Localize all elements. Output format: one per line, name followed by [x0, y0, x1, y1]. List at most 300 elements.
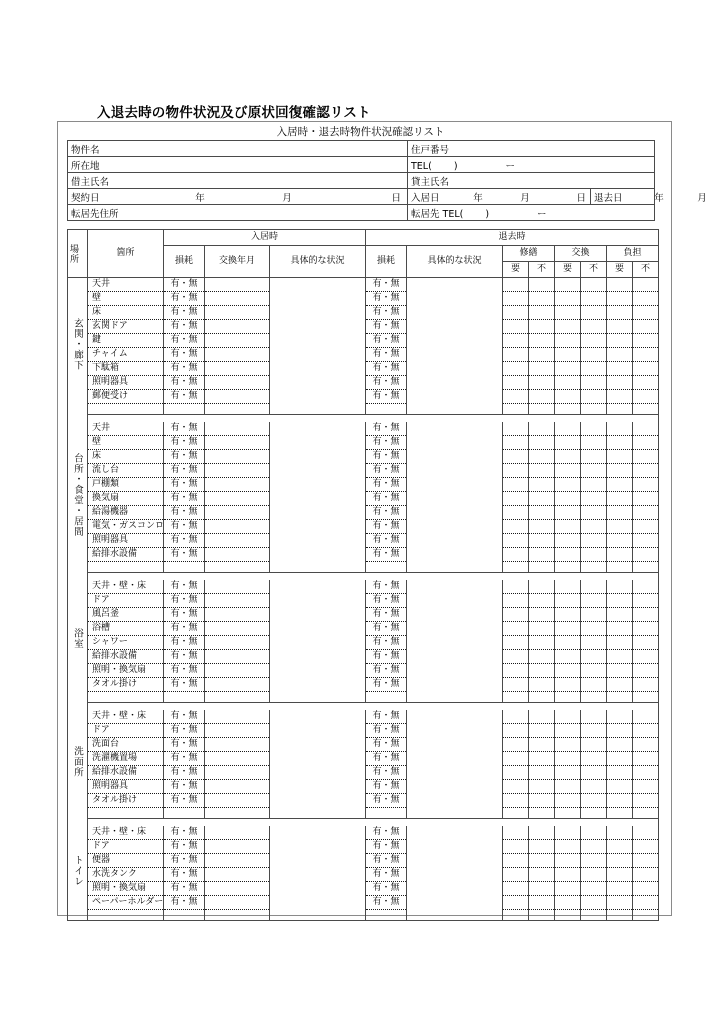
movein-wear-cell[interactable]: 有・無	[164, 882, 205, 896]
checklist-row[interactable]	[68, 580, 659, 594]
movein-detail-cell[interactable]	[270, 334, 366, 348]
movein-wear-cell[interactable]: 有・無	[164, 390, 205, 404]
movein-replace-date-cell[interactable]	[205, 826, 270, 840]
exchange-not-cell[interactable]	[581, 278, 607, 292]
burden-need-cell[interactable]	[607, 548, 633, 562]
moveout-detail-cell[interactable]	[407, 636, 503, 650]
movein-wear-cell[interactable]: 有・無	[164, 664, 205, 678]
repair-not-cell[interactable]	[529, 622, 555, 636]
moveout-wear-cell[interactable]: 有・無	[366, 292, 407, 306]
checklist-row[interactable]	[68, 678, 659, 692]
burden-not-cell[interactable]	[633, 738, 659, 752]
burden-need-cell[interactable]	[607, 724, 633, 738]
moveout-wear-cell[interactable]: 有・無	[366, 636, 407, 650]
repair-need-cell[interactable]	[503, 278, 529, 292]
movein-replace-date-cell[interactable]	[205, 868, 270, 882]
checklist-row[interactable]	[68, 868, 659, 882]
movein-replace-date-cell[interactable]	[205, 710, 270, 724]
burden-need-cell[interactable]	[607, 826, 633, 840]
burden-not-cell[interactable]	[633, 594, 659, 608]
movein-detail-cell[interactable]	[270, 376, 366, 390]
exchange-not-cell[interactable]	[581, 594, 607, 608]
movein-wear-cell[interactable]: 有・無	[164, 752, 205, 766]
moveout-wear-cell[interactable]: 有・無	[366, 854, 407, 868]
movein-replace-date-cell[interactable]	[205, 752, 270, 766]
movein-replace-date-cell[interactable]	[205, 650, 270, 664]
repair-need-cell[interactable]	[503, 622, 529, 636]
burden-not-cell[interactable]	[633, 882, 659, 896]
movein-detail-cell[interactable]	[270, 492, 366, 506]
exchange-not-cell[interactable]	[581, 752, 607, 766]
movein-wear-cell[interactable]: 有・無	[164, 334, 205, 348]
burden-need-cell[interactable]	[607, 520, 633, 534]
burden-not-cell[interactable]	[633, 478, 659, 492]
moveout-wear-cell[interactable]: 有・無	[366, 362, 407, 376]
exchange-not-cell[interactable]	[581, 548, 607, 562]
burden-not-cell[interactable]	[633, 390, 659, 404]
exchange-need-cell[interactable]	[555, 376, 581, 390]
burden-not-cell[interactable]	[633, 650, 659, 664]
moveout-detail-cell[interactable]	[407, 896, 503, 910]
movein-wear-cell[interactable]: 有・無	[164, 738, 205, 752]
burden-need-cell[interactable]	[607, 594, 633, 608]
moveout-detail-cell[interactable]	[407, 868, 503, 882]
burden-not-cell[interactable]	[633, 854, 659, 868]
burden-need-cell[interactable]	[607, 650, 633, 664]
repair-need-cell[interactable]	[503, 464, 529, 478]
movein-replace-date-cell[interactable]	[205, 678, 270, 692]
checklist-row[interactable]	[68, 478, 659, 492]
moveout-detail-cell[interactable]	[407, 390, 503, 404]
movein-replace-date-cell[interactable]	[205, 362, 270, 376]
burden-not-cell[interactable]	[633, 608, 659, 622]
repair-not-cell[interactable]	[529, 840, 555, 854]
repair-not-cell[interactable]	[529, 678, 555, 692]
movein-wear-cell[interactable]: 有・無	[164, 348, 205, 362]
repair-need-cell[interactable]	[503, 738, 529, 752]
exchange-not-cell[interactable]	[581, 650, 607, 664]
moveout-wear-cell[interactable]: 有・無	[366, 422, 407, 436]
moveout-wear-cell[interactable]: 有・無	[366, 664, 407, 678]
repair-need-cell[interactable]	[503, 896, 529, 910]
burden-need-cell[interactable]	[607, 664, 633, 678]
movein-replace-date-cell[interactable]	[205, 840, 270, 854]
exchange-need-cell[interactable]	[555, 506, 581, 520]
exchange-need-cell[interactable]	[555, 840, 581, 854]
moveout-wear-cell[interactable]: 有・無	[366, 278, 407, 292]
movein-wear-cell[interactable]: 有・無	[164, 608, 205, 622]
checklist-row[interactable]	[68, 320, 659, 334]
movein-replace-date-cell[interactable]	[205, 450, 270, 464]
burden-need-cell[interactable]	[607, 376, 633, 390]
repair-not-cell[interactable]	[529, 534, 555, 548]
moveout-detail-cell[interactable]	[407, 548, 503, 562]
moveout-wear-cell[interactable]: 有・無	[366, 478, 407, 492]
repair-need-cell[interactable]	[503, 376, 529, 390]
repair-not-cell[interactable]	[529, 422, 555, 436]
repair-not-cell[interactable]	[529, 506, 555, 520]
checklist-row[interactable]	[68, 854, 659, 868]
moveout-detail-cell[interactable]	[407, 376, 503, 390]
burden-need-cell[interactable]	[607, 636, 633, 650]
exchange-need-cell[interactable]	[555, 678, 581, 692]
movein-replace-date-cell[interactable]	[205, 492, 270, 506]
repair-need-cell[interactable]	[503, 766, 529, 780]
movein-replace-date-cell[interactable]	[205, 896, 270, 910]
repair-not-cell[interactable]	[529, 710, 555, 724]
moveout-detail-cell[interactable]	[407, 738, 503, 752]
movein-replace-date-cell[interactable]	[205, 854, 270, 868]
exchange-need-cell[interactable]	[555, 320, 581, 334]
exchange-not-cell[interactable]	[581, 492, 607, 506]
moveout-detail-cell[interactable]	[407, 464, 503, 478]
moveout-wear-cell[interactable]: 有・無	[366, 594, 407, 608]
movein-detail-cell[interactable]	[270, 506, 366, 520]
repair-need-cell[interactable]	[503, 854, 529, 868]
moveout-wear-cell[interactable]: 有・無	[366, 622, 407, 636]
movein-replace-date-cell[interactable]	[205, 278, 270, 292]
moveout-wear-cell[interactable]: 有・無	[366, 580, 407, 594]
movein-detail-cell[interactable]	[270, 520, 366, 534]
exchange-need-cell[interactable]	[555, 826, 581, 840]
exchange-not-cell[interactable]	[581, 780, 607, 794]
moveout-detail-cell[interactable]	[407, 854, 503, 868]
exchange-need-cell[interactable]	[555, 362, 581, 376]
burden-not-cell[interactable]	[633, 334, 659, 348]
movein-detail-cell[interactable]	[270, 794, 366, 808]
burden-need-cell[interactable]	[607, 678, 633, 692]
exchange-not-cell[interactable]	[581, 362, 607, 376]
moveout-wear-cell[interactable]: 有・無	[366, 534, 407, 548]
repair-not-cell[interactable]	[529, 376, 555, 390]
exchange-not-cell[interactable]	[581, 710, 607, 724]
movein-wear-cell[interactable]: 有・無	[164, 854, 205, 868]
exchange-need-cell[interactable]	[555, 534, 581, 548]
burden-not-cell[interactable]	[633, 636, 659, 650]
movein-detail-cell[interactable]	[270, 622, 366, 636]
movein-wear-cell[interactable]: 有・無	[164, 320, 205, 334]
repair-need-cell[interactable]	[503, 292, 529, 306]
exchange-not-cell[interactable]	[581, 854, 607, 868]
moveout-detail-cell[interactable]	[407, 506, 503, 520]
repair-not-cell[interactable]	[529, 868, 555, 882]
movein-detail-cell[interactable]	[270, 868, 366, 882]
burden-not-cell[interactable]	[633, 278, 659, 292]
moveout-detail-cell[interactable]	[407, 278, 503, 292]
moveout-wear-cell[interactable]: 有・無	[366, 348, 407, 362]
moveout-wear-cell[interactable]: 有・無	[366, 548, 407, 562]
movein-detail-cell[interactable]	[270, 306, 366, 320]
checklist-row[interactable]	[68, 826, 659, 840]
movein-wear-cell[interactable]: 有・無	[164, 826, 205, 840]
burden-not-cell[interactable]	[633, 752, 659, 766]
moveout-wear-cell[interactable]: 有・無	[366, 376, 407, 390]
repair-need-cell[interactable]	[503, 348, 529, 362]
repair-need-cell[interactable]	[503, 608, 529, 622]
moveout-detail-cell[interactable]	[407, 826, 503, 840]
exchange-not-cell[interactable]	[581, 826, 607, 840]
movein-wear-cell[interactable]: 有・無	[164, 492, 205, 506]
burden-need-cell[interactable]	[607, 436, 633, 450]
burden-need-cell[interactable]	[607, 506, 633, 520]
movein-wear-cell[interactable]: 有・無	[164, 376, 205, 390]
moveout-detail-cell[interactable]	[407, 580, 503, 594]
exchange-need-cell[interactable]	[555, 794, 581, 808]
exchange-need-cell[interactable]	[555, 278, 581, 292]
burden-need-cell[interactable]	[607, 766, 633, 780]
checklist-row[interactable]	[68, 376, 659, 390]
repair-not-cell[interactable]	[529, 348, 555, 362]
burden-not-cell[interactable]	[633, 766, 659, 780]
moveout-wear-cell[interactable]: 有・無	[366, 320, 407, 334]
burden-not-cell[interactable]	[633, 506, 659, 520]
repair-not-cell[interactable]	[529, 362, 555, 376]
movein-wear-cell[interactable]: 有・無	[164, 278, 205, 292]
repair-need-cell[interactable]	[503, 492, 529, 506]
exchange-not-cell[interactable]	[581, 724, 607, 738]
burden-need-cell[interactable]	[607, 362, 633, 376]
checklist-row[interactable]	[68, 664, 659, 678]
repair-not-cell[interactable]	[529, 390, 555, 404]
exchange-need-cell[interactable]	[555, 436, 581, 450]
burden-not-cell[interactable]	[633, 422, 659, 436]
burden-need-cell[interactable]	[607, 710, 633, 724]
repair-not-cell[interactable]	[529, 580, 555, 594]
exchange-not-cell[interactable]	[581, 320, 607, 334]
exchange-need-cell[interactable]	[555, 292, 581, 306]
exchange-not-cell[interactable]	[581, 580, 607, 594]
exchange-not-cell[interactable]	[581, 520, 607, 534]
burden-not-cell[interactable]	[633, 580, 659, 594]
burden-need-cell[interactable]	[607, 390, 633, 404]
exchange-not-cell[interactable]	[581, 678, 607, 692]
exchange-not-cell[interactable]	[581, 422, 607, 436]
exchange-not-cell[interactable]	[581, 868, 607, 882]
checklist-row[interactable]	[68, 622, 659, 636]
burden-not-cell[interactable]	[633, 450, 659, 464]
movein-wear-cell[interactable]: 有・無	[164, 724, 205, 738]
burden-need-cell[interactable]	[607, 534, 633, 548]
exchange-not-cell[interactable]	[581, 334, 607, 348]
repair-not-cell[interactable]	[529, 766, 555, 780]
exchange-need-cell[interactable]	[555, 896, 581, 910]
moveout-detail-cell[interactable]	[407, 436, 503, 450]
moveout-detail-cell[interactable]	[407, 780, 503, 794]
movein-detail-cell[interactable]	[270, 292, 366, 306]
checklist-row[interactable]	[68, 450, 659, 464]
movein-wear-cell[interactable]: 有・無	[164, 548, 205, 562]
exchange-need-cell[interactable]	[555, 738, 581, 752]
movein-detail-cell[interactable]	[270, 710, 366, 724]
exchange-need-cell[interactable]	[555, 334, 581, 348]
moveout-wear-cell[interactable]: 有・無	[366, 780, 407, 794]
movein-detail-cell[interactable]	[270, 780, 366, 794]
repair-need-cell[interactable]	[503, 752, 529, 766]
movein-replace-date-cell[interactable]	[205, 780, 270, 794]
movein-replace-date-cell[interactable]	[205, 348, 270, 362]
movein-wear-cell[interactable]: 有・無	[164, 896, 205, 910]
burden-not-cell[interactable]	[633, 348, 659, 362]
burden-not-cell[interactable]	[633, 794, 659, 808]
movein-detail-cell[interactable]	[270, 534, 366, 548]
repair-not-cell[interactable]	[529, 794, 555, 808]
movein-wear-cell[interactable]: 有・無	[164, 622, 205, 636]
moveout-detail-cell[interactable]	[407, 520, 503, 534]
repair-not-cell[interactable]	[529, 334, 555, 348]
checklist-row[interactable]	[68, 594, 659, 608]
exchange-not-cell[interactable]	[581, 376, 607, 390]
burden-not-cell[interactable]	[633, 664, 659, 678]
movein-replace-date-cell[interactable]	[205, 794, 270, 808]
checklist-row[interactable]	[68, 882, 659, 896]
repair-need-cell[interactable]	[503, 594, 529, 608]
movein-wear-cell[interactable]: 有・無	[164, 422, 205, 436]
moveout-wear-cell[interactable]: 有・無	[366, 896, 407, 910]
repair-need-cell[interactable]	[503, 840, 529, 854]
moveout-detail-cell[interactable]	[407, 724, 503, 738]
repair-need-cell[interactable]	[503, 580, 529, 594]
repair-need-cell[interactable]	[503, 534, 529, 548]
moveout-wear-cell[interactable]: 有・無	[366, 608, 407, 622]
movein-detail-cell[interactable]	[270, 390, 366, 404]
repair-not-cell[interactable]	[529, 320, 555, 334]
burden-not-cell[interactable]	[633, 376, 659, 390]
moveout-detail-cell[interactable]	[407, 306, 503, 320]
movein-replace-date-cell[interactable]	[205, 506, 270, 520]
checklist-row[interactable]	[68, 334, 659, 348]
moveout-wear-cell[interactable]: 有・無	[366, 678, 407, 692]
burden-not-cell[interactable]	[633, 436, 659, 450]
repair-not-cell[interactable]	[529, 450, 555, 464]
checklist-row[interactable]	[68, 422, 659, 436]
burden-not-cell[interactable]	[633, 292, 659, 306]
repair-not-cell[interactable]	[529, 492, 555, 506]
repair-not-cell[interactable]	[529, 896, 555, 910]
exchange-need-cell[interactable]	[555, 724, 581, 738]
exchange-not-cell[interactable]	[581, 306, 607, 320]
movein-replace-date-cell[interactable]	[205, 320, 270, 334]
repair-not-cell[interactable]	[529, 780, 555, 794]
movein-detail-cell[interactable]	[270, 636, 366, 650]
movein-wear-cell[interactable]: 有・無	[164, 594, 205, 608]
exchange-need-cell[interactable]	[555, 450, 581, 464]
burden-not-cell[interactable]	[633, 622, 659, 636]
movein-wear-cell[interactable]: 有・無	[164, 450, 205, 464]
movein-wear-cell[interactable]: 有・無	[164, 868, 205, 882]
exchange-not-cell[interactable]	[581, 506, 607, 520]
checklist-row[interactable]	[68, 436, 659, 450]
repair-need-cell[interactable]	[503, 478, 529, 492]
movein-detail-cell[interactable]	[270, 580, 366, 594]
repair-need-cell[interactable]	[503, 334, 529, 348]
movein-detail-cell[interactable]	[270, 896, 366, 910]
exchange-not-cell[interactable]	[581, 348, 607, 362]
moveout-wear-cell[interactable]: 有・無	[366, 882, 407, 896]
exchange-need-cell[interactable]	[555, 348, 581, 362]
moveout-detail-cell[interactable]	[407, 492, 503, 506]
checklist-row[interactable]	[68, 608, 659, 622]
exchange-need-cell[interactable]	[555, 780, 581, 794]
exchange-need-cell[interactable]	[555, 882, 581, 896]
movein-replace-date-cell[interactable]	[205, 292, 270, 306]
movein-replace-date-cell[interactable]	[205, 534, 270, 548]
moveout-detail-cell[interactable]	[407, 766, 503, 780]
checklist-row[interactable]	[68, 506, 659, 520]
repair-not-cell[interactable]	[529, 594, 555, 608]
movein-replace-date-cell[interactable]	[205, 636, 270, 650]
burden-not-cell[interactable]	[633, 320, 659, 334]
movein-detail-cell[interactable]	[270, 548, 366, 562]
moveout-detail-cell[interactable]	[407, 348, 503, 362]
repair-not-cell[interactable]	[529, 738, 555, 752]
movein-wear-cell[interactable]: 有・無	[164, 794, 205, 808]
exchange-need-cell[interactable]	[555, 492, 581, 506]
moveout-detail-cell[interactable]	[407, 334, 503, 348]
moveout-wear-cell[interactable]: 有・無	[366, 492, 407, 506]
movein-moveout-date-cell[interactable]	[408, 189, 707, 205]
moveout-wear-cell[interactable]: 有・無	[366, 520, 407, 534]
exchange-need-cell[interactable]	[555, 664, 581, 678]
movein-replace-date-cell[interactable]	[205, 882, 270, 896]
movein-detail-cell[interactable]	[270, 854, 366, 868]
burden-need-cell[interactable]	[607, 738, 633, 752]
moveout-wear-cell[interactable]: 有・無	[366, 334, 407, 348]
movein-replace-date-cell[interactable]	[205, 622, 270, 636]
repair-need-cell[interactable]	[503, 320, 529, 334]
moveout-wear-cell[interactable]: 有・無	[366, 826, 407, 840]
repair-need-cell[interactable]	[503, 422, 529, 436]
burden-not-cell[interactable]	[633, 724, 659, 738]
exchange-not-cell[interactable]	[581, 896, 607, 910]
repair-not-cell[interactable]	[529, 478, 555, 492]
repair-need-cell[interactable]	[503, 780, 529, 794]
checklist-row[interactable]	[68, 306, 659, 320]
movein-wear-cell[interactable]: 有・無	[164, 580, 205, 594]
movein-wear-cell[interactable]: 有・無	[164, 306, 205, 320]
moveout-wear-cell[interactable]: 有・無	[366, 710, 407, 724]
movein-wear-cell[interactable]: 有・無	[164, 650, 205, 664]
movein-replace-date-cell[interactable]	[205, 306, 270, 320]
movein-wear-cell[interactable]: 有・無	[164, 362, 205, 376]
exchange-not-cell[interactable]	[581, 478, 607, 492]
moveout-detail-cell[interactable]	[407, 752, 503, 766]
burden-need-cell[interactable]	[607, 320, 633, 334]
burden-not-cell[interactable]	[633, 840, 659, 854]
repair-need-cell[interactable]	[503, 306, 529, 320]
burden-need-cell[interactable]	[607, 622, 633, 636]
movein-detail-cell[interactable]	[270, 608, 366, 622]
movein-replace-date-cell[interactable]	[205, 376, 270, 390]
repair-need-cell[interactable]	[503, 868, 529, 882]
burden-not-cell[interactable]	[633, 362, 659, 376]
movein-wear-cell[interactable]: 有・無	[164, 710, 205, 724]
movein-wear-cell[interactable]: 有・無	[164, 840, 205, 854]
burden-need-cell[interactable]	[607, 580, 633, 594]
repair-not-cell[interactable]	[529, 520, 555, 534]
burden-need-cell[interactable]	[607, 752, 633, 766]
repair-need-cell[interactable]	[503, 664, 529, 678]
burden-need-cell[interactable]	[607, 868, 633, 882]
exchange-need-cell[interactable]	[555, 548, 581, 562]
moveout-wear-cell[interactable]: 有・無	[366, 390, 407, 404]
exchange-need-cell[interactable]	[555, 464, 581, 478]
moveout-detail-cell[interactable]	[407, 292, 503, 306]
moveout-wear-cell[interactable]: 有・無	[366, 766, 407, 780]
moveout-wear-cell[interactable]: 有・無	[366, 450, 407, 464]
checklist-row[interactable]	[68, 534, 659, 548]
repair-not-cell[interactable]	[529, 292, 555, 306]
moveout-wear-cell[interactable]: 有・無	[366, 752, 407, 766]
